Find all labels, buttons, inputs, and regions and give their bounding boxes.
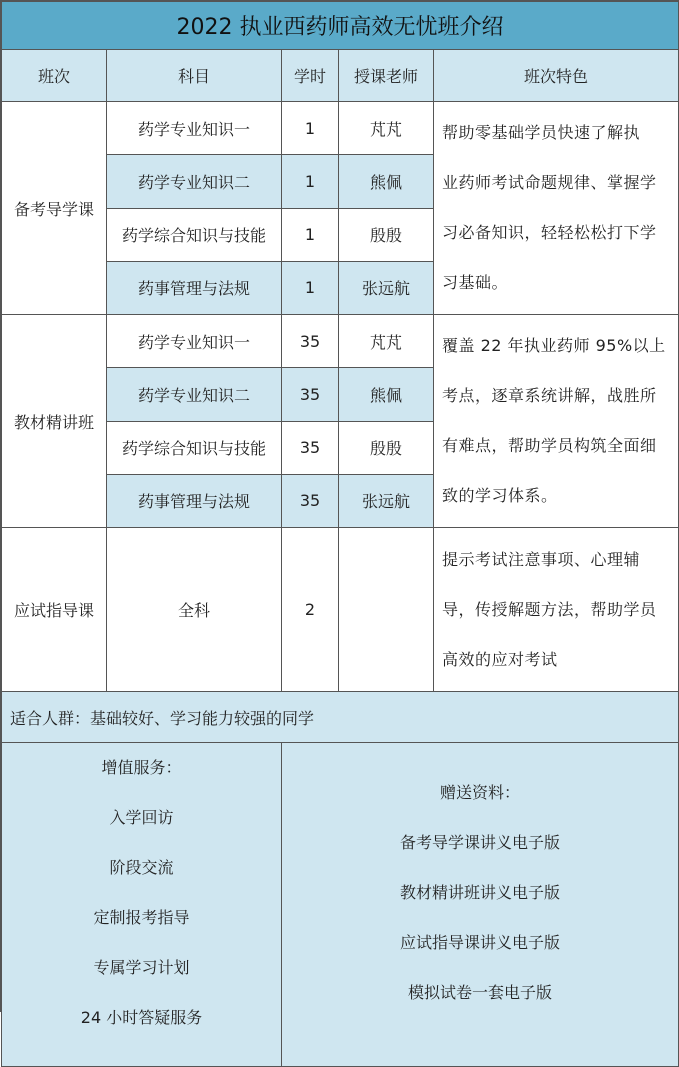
gift-item: 教材精讲班讲义电子版 — [400, 883, 561, 902]
class-features — [434, 315, 679, 528]
class-name: 教材精讲班 — [2, 315, 107, 528]
hours-cell: 35 — [282, 315, 339, 368]
feature-line: 习必备知识，轻轻松松打下学 — [442, 223, 657, 242]
hours-cell: 35 — [282, 368, 339, 421]
feature-line: 帮助零基础学员快速了解执 — [442, 123, 641, 142]
teacher-cell: 熊佩 — [339, 368, 434, 421]
teacher-cell — [339, 528, 434, 692]
service-item: 入学回访 — [109, 808, 174, 827]
service-item: 24 小时答疑服务 — [80, 1008, 203, 1027]
services-title: 增值服务： — [101, 758, 182, 777]
header-hours: 学时 — [282, 50, 339, 102]
service-item: 阶段交流 — [109, 858, 174, 877]
class-features — [434, 102, 679, 315]
subject-cell: 药学专业知识一 — [107, 102, 282, 155]
subject-cell: 药事管理与法规 — [107, 261, 282, 314]
gift-item: 应试指导课讲义电子版 — [400, 933, 561, 952]
hours-cell: 1 — [282, 155, 339, 208]
suitable-audience: 适合人群：基础较好、学习能力较强的同学 — [2, 692, 679, 743]
feature-line: 习基础。 — [442, 273, 509, 292]
table-title: 2022 执业西药师高效无忧班介绍 — [2, 2, 679, 50]
hours-cell: 35 — [282, 421, 339, 474]
subject-cell: 药学专业知识二 — [107, 368, 282, 421]
subject-cell: 全科 — [107, 528, 282, 692]
feature-line: 业药师考试命题规律、掌握学 — [442, 173, 657, 192]
subject-cell: 药学专业知识二 — [107, 155, 282, 208]
feature-line: 致的学习体系。 — [442, 486, 558, 505]
teacher-cell: 芃芃 — [339, 315, 434, 368]
header-subject: 科目 — [107, 50, 282, 102]
gift-item: 模拟试卷一套电子版 — [408, 983, 553, 1002]
hours-cell: 2 — [282, 528, 339, 692]
gift-materials — [282, 743, 679, 1067]
subject-cell: 药学专业知识一 — [107, 315, 282, 368]
subject-cell: 药学综合知识与技能 — [107, 421, 282, 474]
teacher-cell: 芃芃 — [339, 102, 434, 155]
teacher-cell: 熊佩 — [339, 155, 434, 208]
gift-item: 备考导学课讲义电子版 — [400, 833, 561, 852]
teacher-cell: 殷殷 — [339, 208, 434, 261]
class-name: 备考导学课 — [2, 102, 107, 315]
teacher-cell: 张远航 — [339, 474, 434, 527]
feature-line: 有难点，帮助学员构筑全面细 — [442, 436, 657, 455]
course-table — [1, 1, 679, 1067]
class-features — [434, 528, 679, 692]
class-name: 应试指导课 — [2, 528, 107, 692]
value-added-services — [2, 743, 282, 1067]
feature-line: 提示考试注意事项、心理辅 — [442, 549, 641, 569]
gifts-title: 赠送资料： — [440, 783, 521, 802]
feature-line: 高效的应对考试 — [442, 649, 558, 669]
teacher-cell: 张远航 — [339, 261, 434, 314]
service-item: 专属学习计划 — [93, 958, 190, 977]
feature-line: 覆盖 22 年执业药师 95%以上 — [442, 336, 666, 355]
header-class: 班次 — [2, 50, 107, 102]
subject-cell: 药学综合知识与技能 — [107, 208, 282, 261]
hours-cell: 1 — [282, 261, 339, 314]
hours-cell: 1 — [282, 102, 339, 155]
hours-cell: 1 — [282, 208, 339, 261]
service-item: 定制报考指导 — [93, 908, 190, 927]
feature-line: 导，传授解题方法，帮助学员 — [442, 599, 657, 619]
header-features: 班次特色 — [434, 50, 679, 102]
hours-cell: 35 — [282, 474, 339, 527]
feature-line: 考点，逐章系统讲解，战胜所 — [442, 386, 657, 405]
subject-cell: 药事管理与法规 — [107, 474, 282, 527]
header-teacher: 授课老师 — [339, 50, 434, 102]
teacher-cell: 殷殷 — [339, 421, 434, 474]
